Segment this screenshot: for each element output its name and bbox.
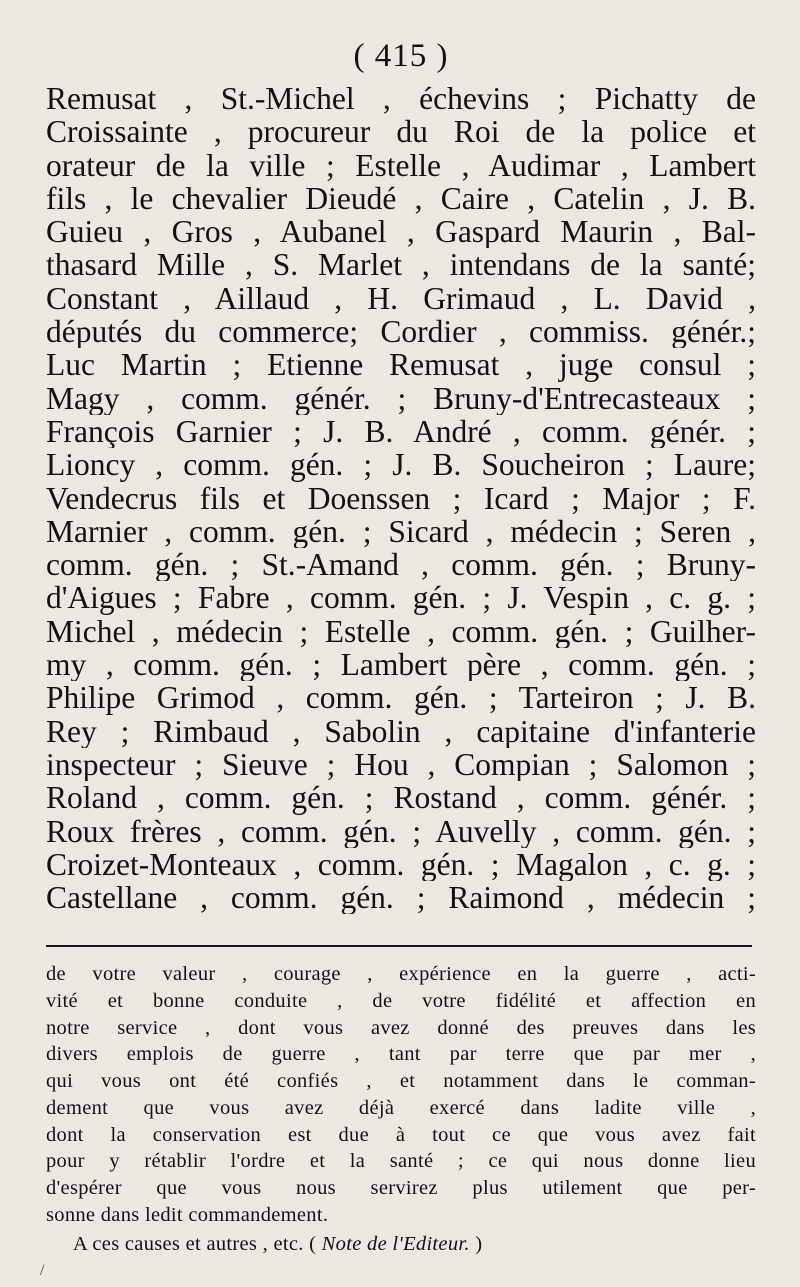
footnote-divider: [46, 945, 752, 947]
footnote-line: d'espérer que vous nous servirez plus utilement que per-: [46, 1176, 756, 1199]
footnote-line: dont la conservation est due à tout ce que vous avez fait: [46, 1123, 756, 1146]
footnote-line: de votre valeur , courage , expérience en la guerre , acti-: [46, 963, 756, 986]
footnote-line: notre service , dont vous avez donné des preuves dans les: [46, 1016, 756, 1039]
footnote-line: divers emplois de guerre , tant par terre que par mer ,: [46, 1043, 756, 1066]
editor-note: [46, 1230, 756, 1258]
body-line: inspecteur ; Sieuve ; Hou , Compian ; Salomon ;: [46, 747, 756, 782]
body-line: Guieu , Gros , Aubanel , Gaspard Maurin , Bal-: [46, 215, 756, 249]
footnote-line: dement que vous avez déjà exercé dans ladite ville ,: [46, 1096, 756, 1119]
footnote-line: pour y rétablir l'ordre et la santé ; ce qui nous donne lieu: [46, 1150, 756, 1173]
body-line: députés du commerce; Cordier , commiss. génér.;: [46, 315, 756, 349]
body-line: thasard Mille , S. Marlet , intendans de la santé;: [46, 248, 756, 282]
footnote-text: [46, 961, 756, 1228]
body-line: Philipe Grimod , comm. gén. ; Tarteiron ; J. B.: [46, 681, 756, 715]
body-line: Rey ; Rimbaud , Sabolin , capitaine d'infanterie: [46, 714, 756, 748]
body-line: Luc Martin ; Etienne Remusat , juge consul ;: [46, 348, 756, 382]
body-line: Lioncy , comm. gén. ; J. B. Soucheiron ; Laure;: [46, 448, 756, 482]
body-line: Remusat , St.-Michel , échevins ; Pichatty de: [46, 82, 756, 116]
body-line: Magy , comm. génér. ; Bruny-d'Entrecasteaux ;: [46, 381, 756, 415]
body-line: my , comm. gén. ; Lambert père , comm. gén. ;: [46, 648, 756, 682]
body-line: François Garnier ; J. B. André , comm. génér. ;: [46, 414, 756, 449]
bottom-mark: /: [40, 1262, 45, 1279]
body-line: Roux frères , comm. gén. ; Auvelly , comm. gén. ;: [46, 814, 756, 848]
body-line: Vendecrus fils et Doenssen ; Icard ; Major ; F.: [46, 481, 756, 515]
footnote-line-last: sonne dans ledit commandement.: [46, 1203, 329, 1226]
footnote-line: vité et bonne conduite , de votre fidélité et affection en: [46, 990, 756, 1013]
editor-note-suffix: ): [469, 1233, 483, 1256]
editor-note-italic: Note de l'Editeur.: [321, 1233, 470, 1256]
body-line: orateur de la ville ; Estelle , Audimar , Lambert: [46, 148, 756, 182]
body-line: Roland , comm. gén. ; Rostand , comm. génér. ;: [46, 781, 756, 815]
body-line: comm. gén. ; St.-Amand , comm. gén. ; Bruny-: [46, 548, 756, 582]
body-line: Constant , Aillaud , H. Grimaud , L. David ,: [46, 281, 756, 316]
body-line: Croissainte , procureur du Roi de la police et: [46, 115, 756, 149]
body-line: Michel , médecin ; Estelle , comm. gén. ; Guilher-: [46, 614, 756, 649]
footnote-line: qui vous ont été confiés , et notamment dans le comman-: [46, 1070, 756, 1093]
editor-note-prefix: A ces causes et autres , etc. (: [73, 1233, 322, 1256]
page-number: ( 415 ): [353, 38, 449, 74]
body-line: Castellane , comm. gén. ; Raimond , médecin ;: [46, 881, 756, 915]
body-text: [46, 82, 756, 914]
body-line: Croizet-Monteaux , comm. gén. ; Magalon , c. g. ;: [46, 847, 756, 882]
body-line: Marnier , comm. gén. ; Sicard , médecin ; Seren ,: [46, 514, 756, 549]
body-line: fils , le chevalier Dieudé , Caire , Catelin , J. B.: [46, 181, 756, 216]
body-line: d'Aigues ; Fabre , comm. gén. ; J. Vespin , c. g. ;: [46, 581, 756, 615]
